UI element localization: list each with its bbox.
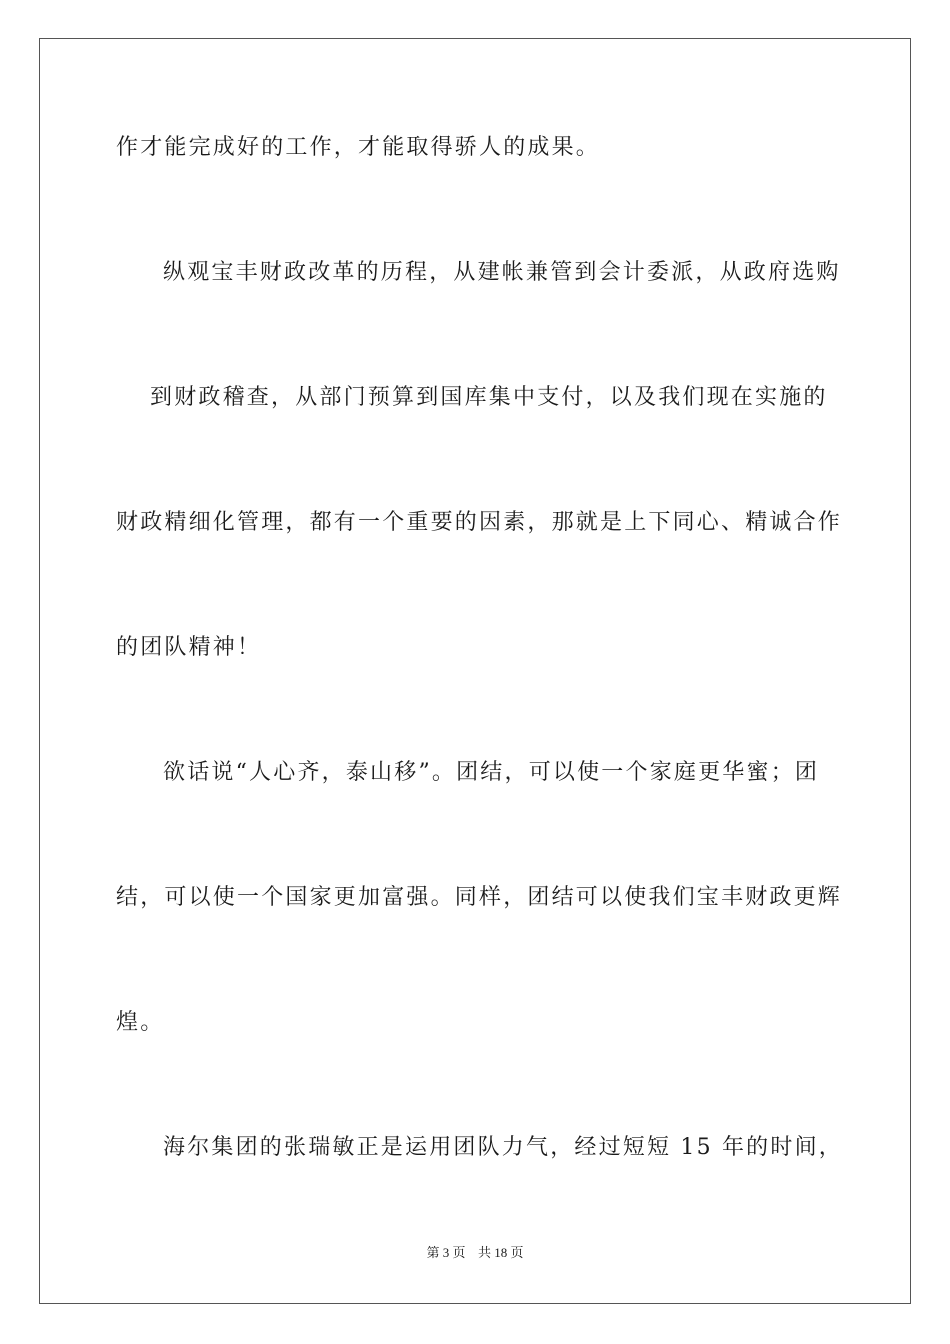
text-line-2: 纵观宝丰财政改革的历程，从建帐兼管到会计委派，从政府选购 bbox=[163, 260, 841, 285]
text-line-1: 作才能完成好的工作，才能取得骄人的成果。 bbox=[116, 135, 601, 160]
text-line-4: 财政精细化管理，都有一个重要的因素，那就是上下同心、精诚合作 bbox=[116, 510, 843, 535]
text-line-8: 煌。 bbox=[116, 1010, 165, 1035]
page-border bbox=[39, 38, 911, 1304]
page-total: 共 18 页 bbox=[477, 1245, 524, 1260]
text-line-7: 结，可以使一个国家更加富强。同样，团结可以使我们宝丰财政更辉 bbox=[116, 885, 843, 910]
text-line-9: 海尔集团的张瑞敏正是运用团队力气，经过短短 15 年的时间， bbox=[163, 1135, 843, 1160]
page-footer bbox=[0, 1243, 950, 1264]
page-number: 第 3 页 bbox=[426, 1245, 466, 1260]
text-line-5: 的团队精神！ bbox=[116, 635, 262, 660]
text-line-6: 欲话说“人心齐，泰山移”。团结，可以使一个家庭更华蜜；团 bbox=[163, 760, 820, 785]
text-line-3: 到财政稽查，从部门预算到国库集中支付，以及我们现在实施的 bbox=[150, 385, 828, 410]
